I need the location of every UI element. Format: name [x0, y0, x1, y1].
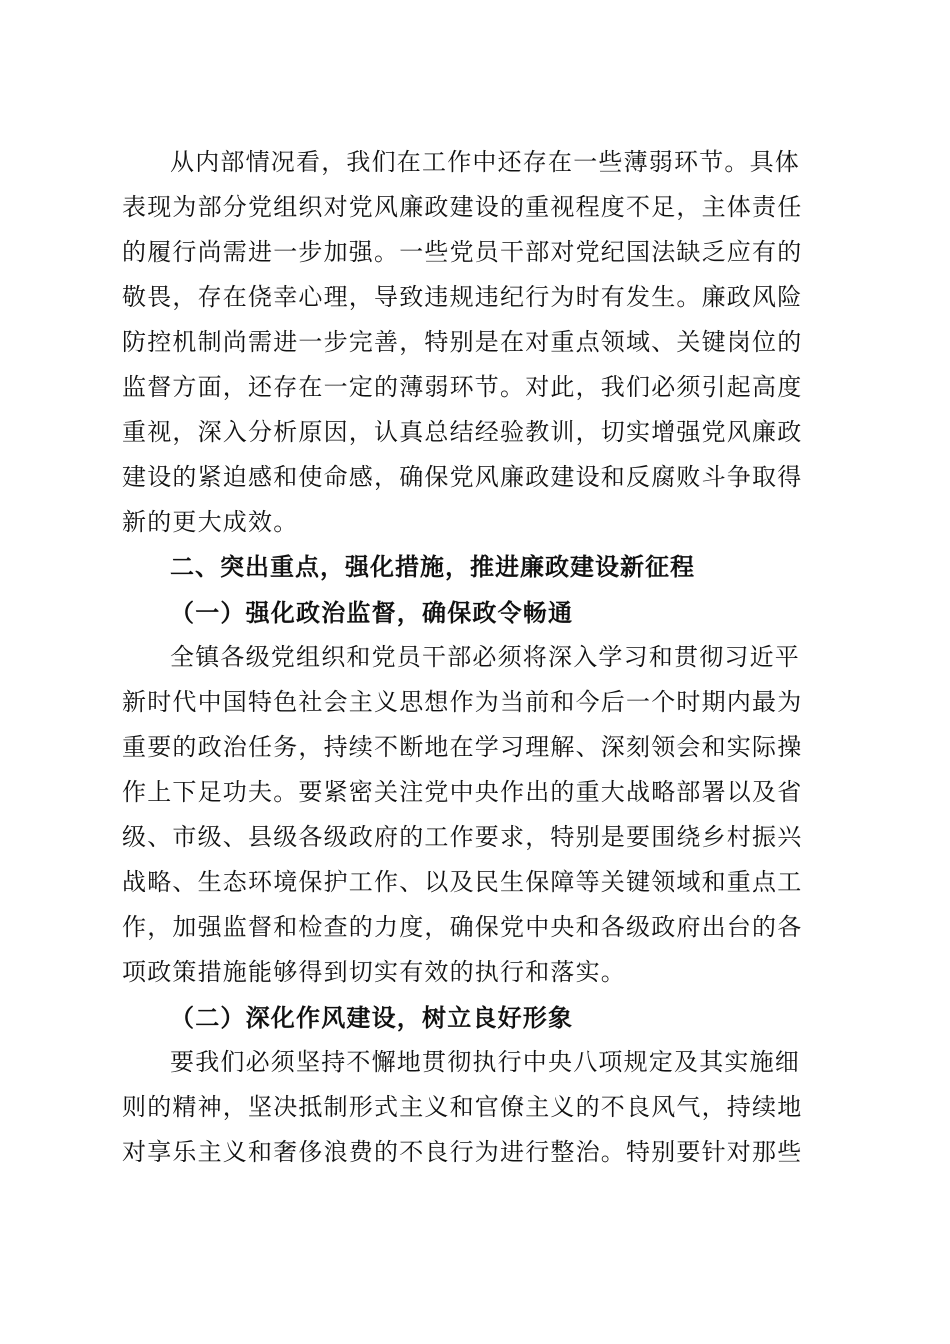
text-line: 监督方面，还存在一定的薄弱环节。对此，我们必须引起高度: [122, 373, 803, 401]
text-line: 对享乐主义和奢侈浪费的不良行为进行整治。特别要针对那些: [122, 1138, 803, 1166]
text-line: 新的更大成效。: [122, 508, 299, 536]
text-line: 项政策措施能够得到切实有效的执行和落实。: [122, 958, 626, 986]
text-line: 建设的紧迫感和使命感，确保党风廉政建设和反腐败斗争取得: [122, 463, 803, 491]
text-line: 敬畏，存在侥幸心理，导致违规违纪行为时有发生。廉政风险: [122, 283, 803, 311]
text-line: 战略、生态环境保护工作、以及民生保障等关键领域和重点工: [122, 868, 803, 896]
paragraph-political-supervision: [122, 635, 822, 995]
text-line: 则的精神，坚决抵制形式主义和官僚主义的不良风气，持续地: [122, 1093, 803, 1121]
text-line: 全镇各级党组织和党员干部必须将深入学习和贯彻习近平: [170, 643, 800, 671]
text-line: 作，加强监督和检查的力度，确保党中央和各级政府出台的各: [122, 913, 803, 941]
text-line: 要我们必须坚持不懈地贯彻执行中央八项规定及其实施细: [170, 1048, 800, 1076]
subsection-heading-work-style: （二）深化作风建设，树立良好形象: [170, 1003, 574, 1032]
text-line: 重视，深入分析原因，认真总结经验教训，切实增强党风廉政: [122, 418, 803, 446]
section-heading: 二、突出重点，强化措施，推进廉政建设新征程: [170, 553, 695, 581]
paragraph-work-style: [122, 1040, 822, 1175]
paragraph-internal-situation: [122, 140, 822, 545]
text-line: 表现为部分党组织对党风廉政建设的重视程度不足，主体责任: [122, 193, 803, 221]
text-line: 的履行尚需进一步加强。一些党员干部对党纪国法缺乏应有的: [122, 238, 803, 266]
text-line: 防控机制尚需进一步完善，特别是在对重点领域、关键岗位的: [122, 328, 803, 356]
document-page: [122, 140, 822, 1175]
text-line: 重要的政治任务，持续不断地在学习理解、深刻领会和实际操: [122, 733, 803, 761]
text-line: 从内部情况看，我们在工作中还存在一些薄弱环节。具体: [170, 148, 800, 176]
text-line: 作上下足功夫。要紧密关注党中央作出的重大战略部署以及省: [122, 778, 803, 806]
text-line: 新时代中国特色社会主义思想作为当前和今后一个时期内最为: [122, 688, 803, 716]
subsection-heading-political-supervision: （一）强化政治监督，确保政令畅通: [170, 598, 574, 627]
text-line: 级、市级、县级各级政府的工作要求，特别是要围绕乡村振兴: [122, 823, 803, 851]
